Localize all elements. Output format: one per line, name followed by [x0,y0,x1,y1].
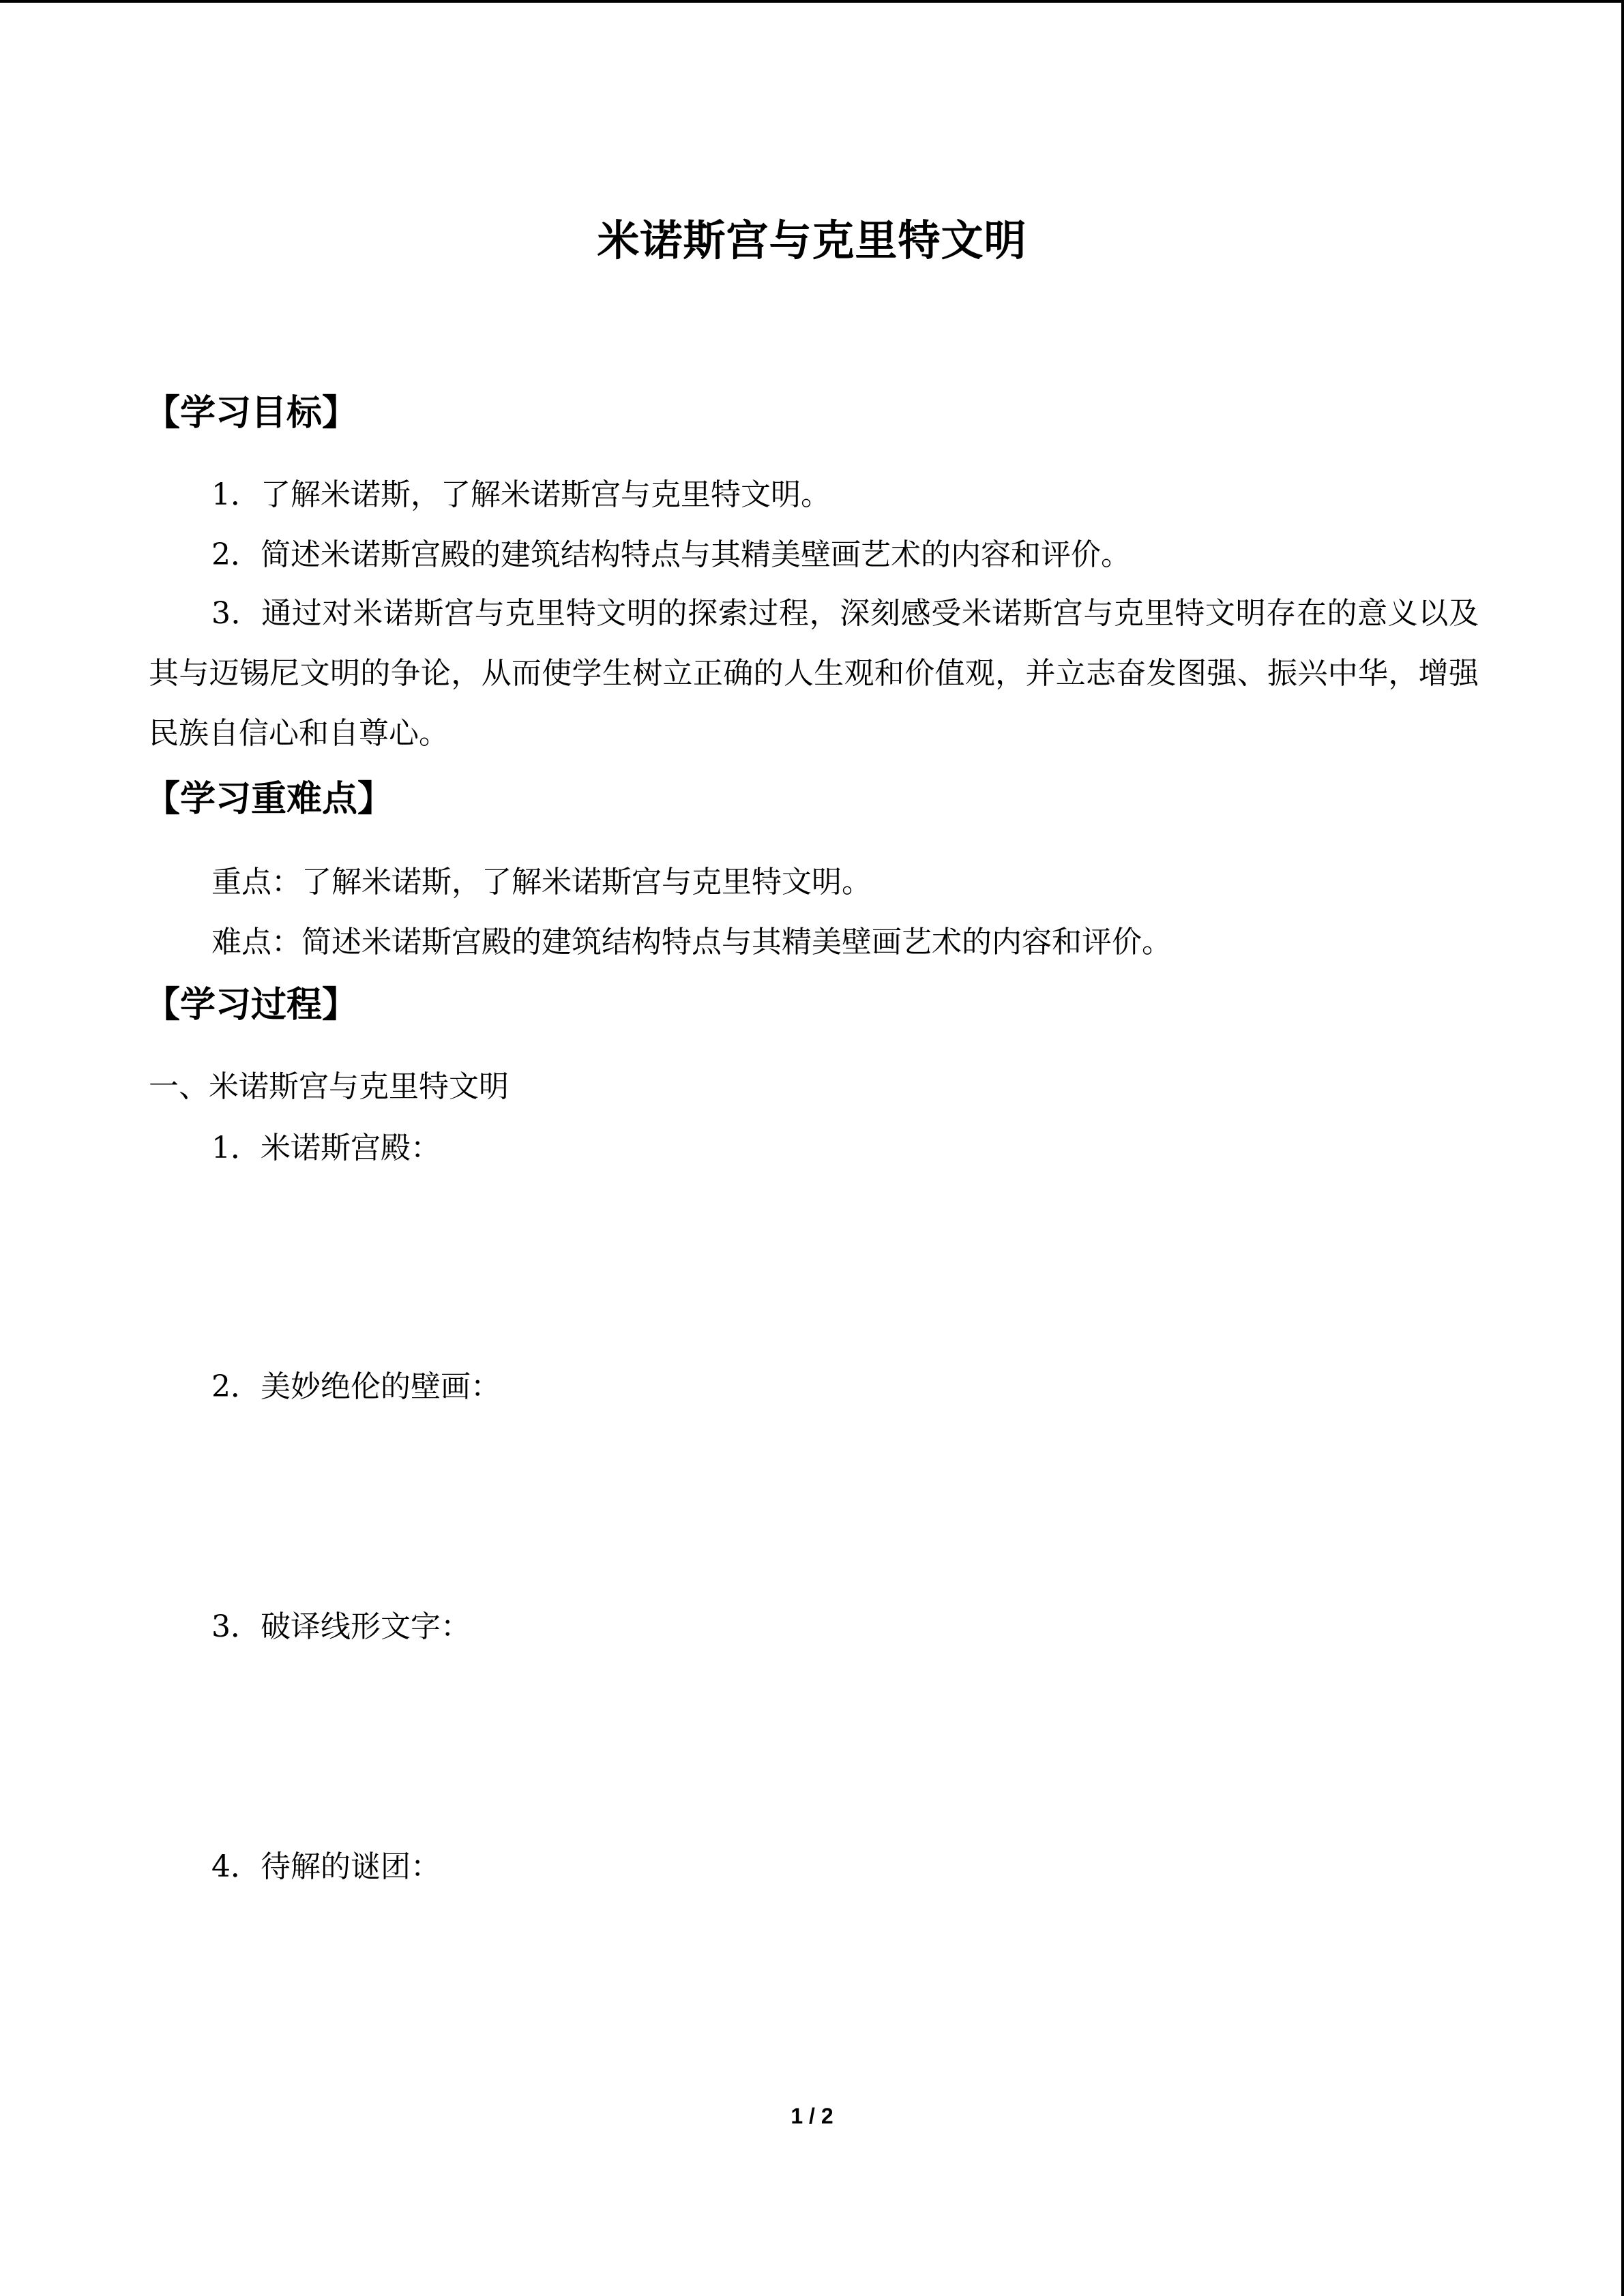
objectives-heading: 【学习目标】 [145,393,358,434]
process-part-title: 一、米诺斯宫与克里特文明 [149,1069,509,1104]
key-points-heading: 【学习重难点】 [145,779,394,820]
document-title: 米诺斯宫与克里特文明 [597,215,1027,265]
objective-item-1: 1．了解米诺斯，了解米诺斯宫与克里特文明。 [211,477,831,512]
objective-item-3: 3．通过对米诺斯宫与克里特文明的探索过程，深刻感受米诺斯宫与克里特文明存在的意义以及其与迈锡尼文明的争论，从而使学生树立正确的人生观和价值观，并立志奋发图强、振兴中华，增强民族自信心和自尊心。 [149,596,1479,751]
process-item-1: 1．米诺斯宫殿： [211,1131,441,1165]
page-top-border [0,0,1624,3]
process-item-3: 3．破译线形文字： [211,1609,471,1644]
key-point-difficulty: 难点：简述米诺斯宫殿的建筑结构特点与其精美壁画艺术的内容和评价。 [211,925,1172,959]
process-item-4: 4．待解的谜团： [211,1849,441,1884]
objective-item-2: 2．简述米诺斯宫殿的建筑结构特点与其精美壁画艺术的内容和评价。 [211,537,1131,572]
page-number: 1 / 2 [791,2104,833,2128]
page-right-border [1621,0,1624,2296]
key-point-focus: 重点：了解米诺斯，了解米诺斯宫与克里特文明。 [211,865,872,899]
process-item-2: 2．美妙绝伦的壁画： [211,1369,501,1404]
process-heading: 【学习过程】 [145,985,358,1026]
